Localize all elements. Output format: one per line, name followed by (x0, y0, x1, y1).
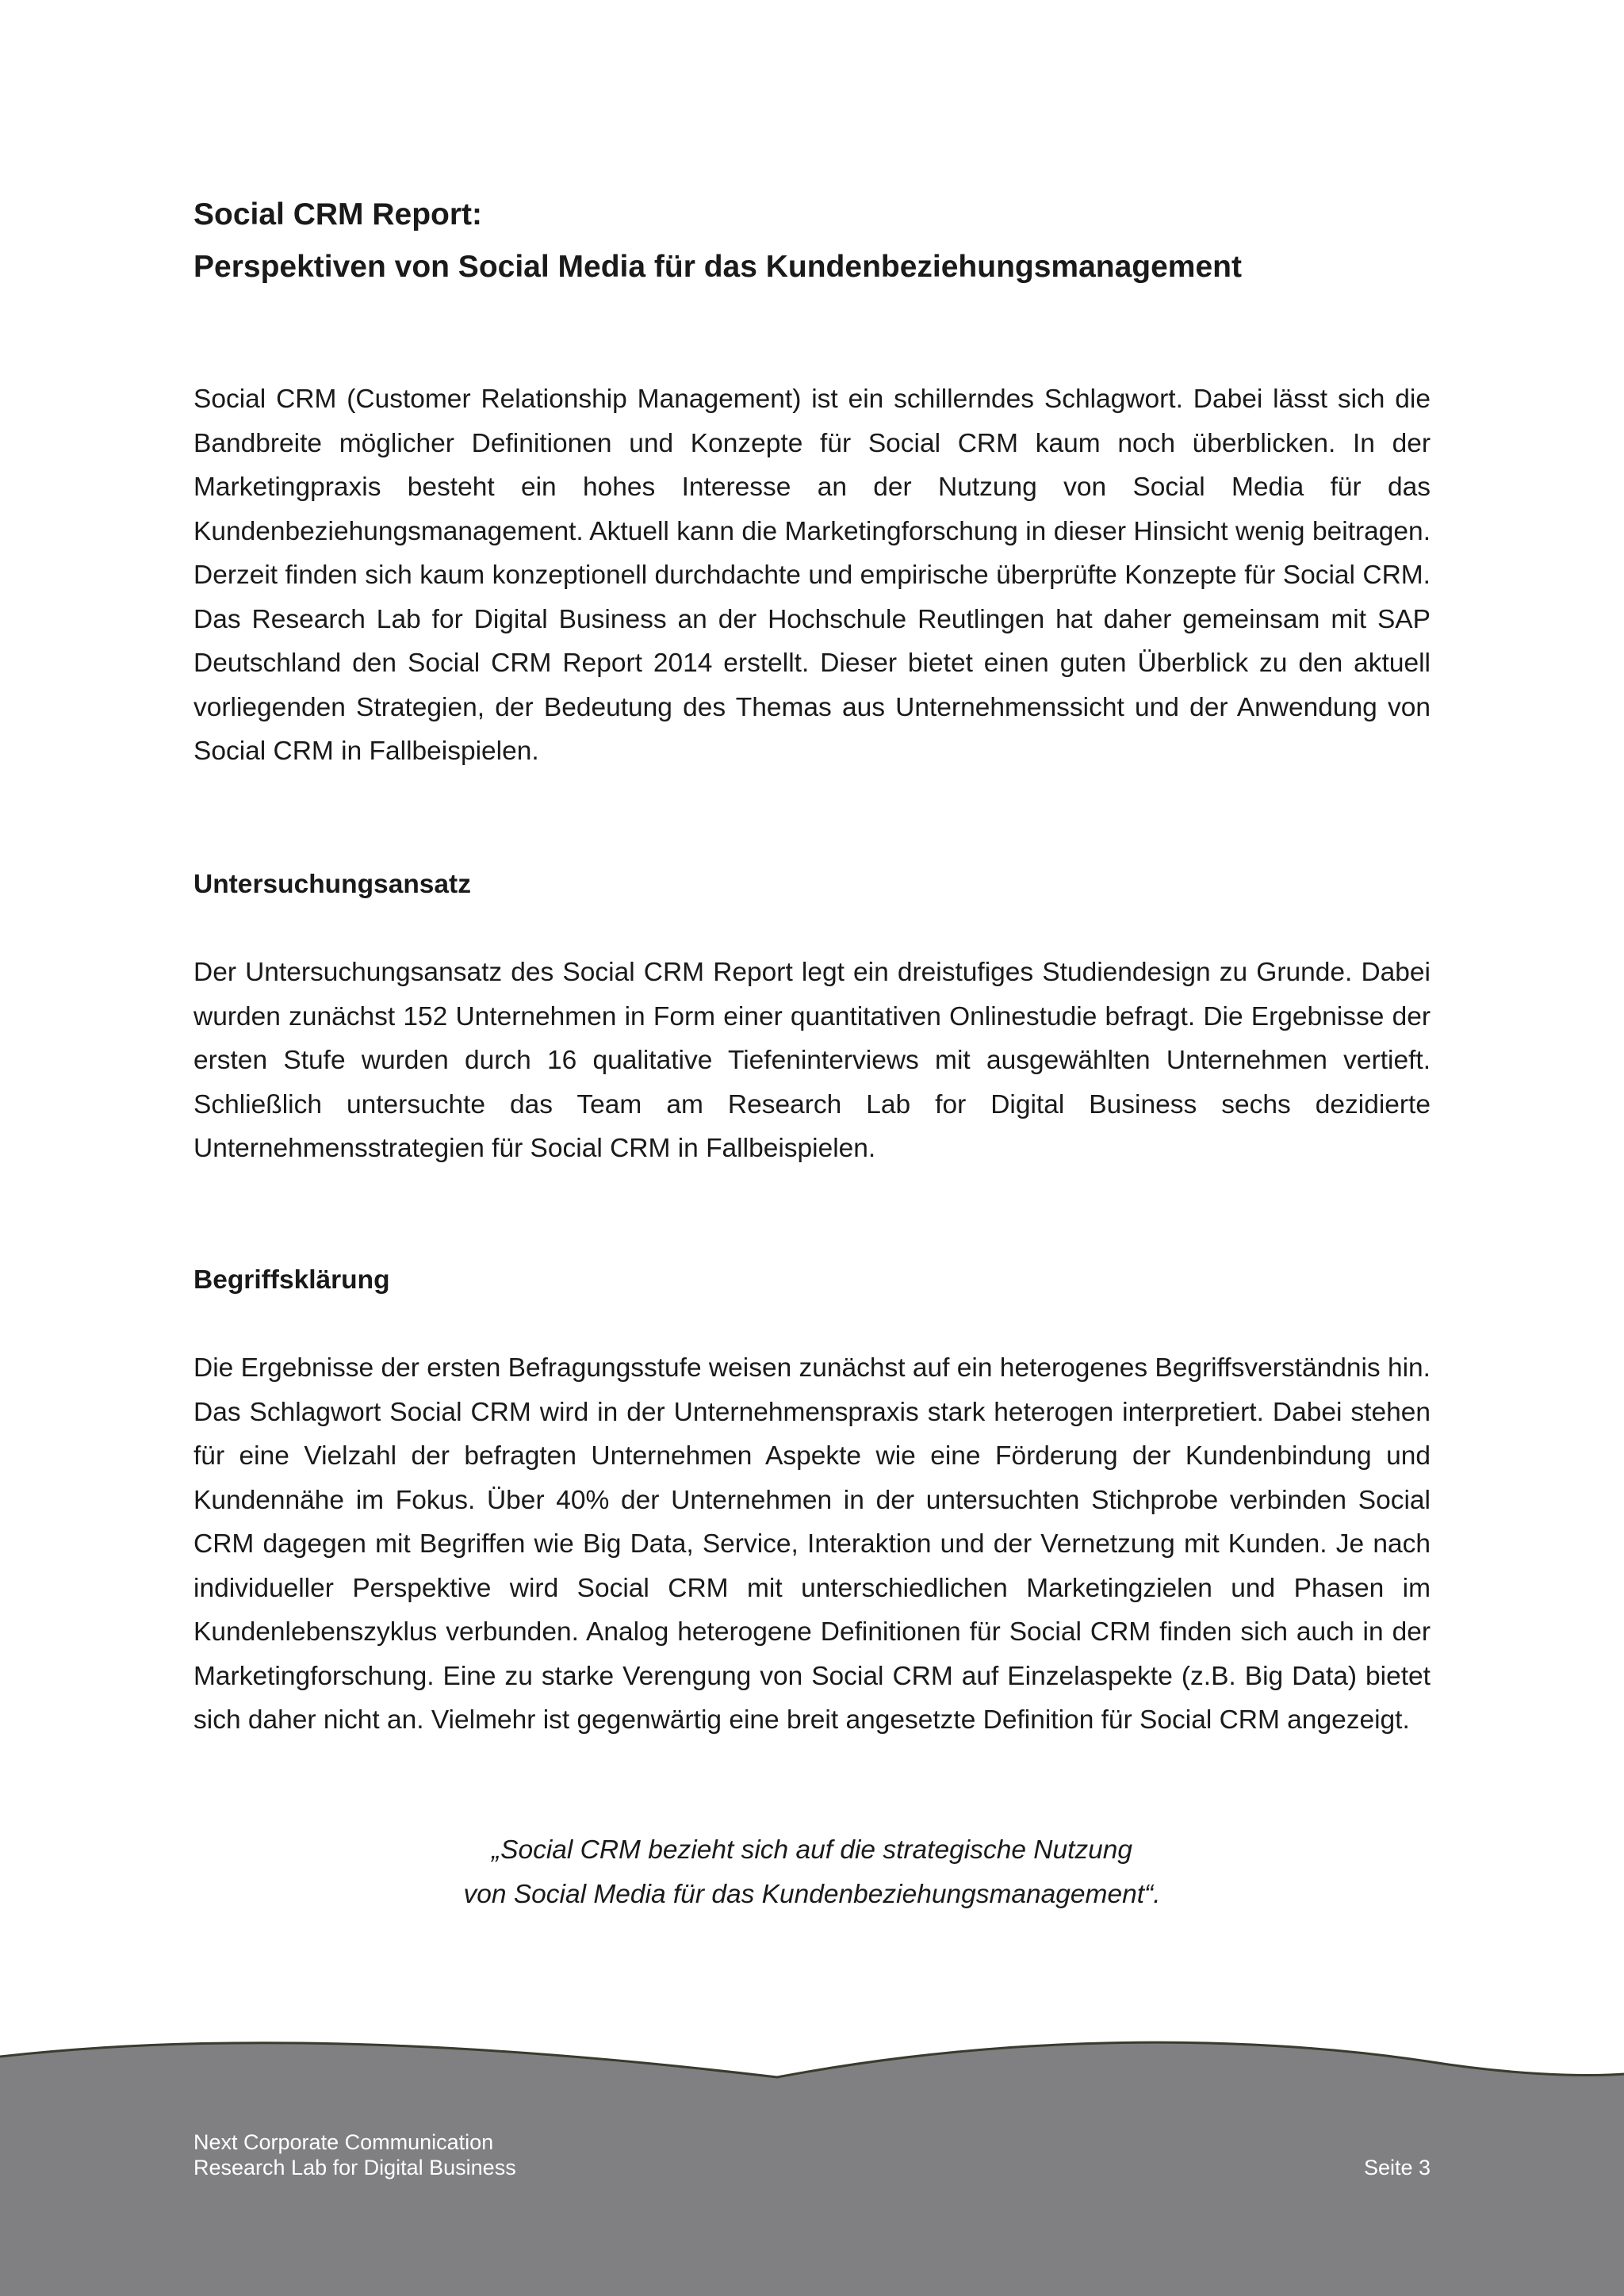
footer-line-2: Research Lab for Digital Business (193, 2156, 516, 2179)
footer-line-1: Next Corporate Communication (193, 2130, 494, 2154)
title-line-2: Perspektiven von Social Media für das Kundenbeziehungsmanagement (193, 250, 1242, 284)
definition-quote (193, 1828, 1431, 1916)
page-number: Seite 3 (1363, 2156, 1431, 2179)
quote-line-2: von Social Media für das Kundenbeziehungsmanagement“. (463, 1879, 1161, 1909)
section-text-begriffsklaerung: Die Ergebnisse der ersten Befragungsstufe weisen zunächst auf ein heterogenes Begriffsverständnis hin. Das Schlagwort Social CRM wird in der Unternehmenspraxis stark heterogen interpretiert. Dabei stehen für eine Vielzahl der befragten Unternehmen Aspekte wie eine Förderung der Kundenbindung und Kundennähe im Fokus. Über 40% der Unternehmen in der untersuchten Stichprobe verbinden Social CRM dagegen mit Begriffen wie Big Data, Service, Interaktion und der Vernetzung mit Kunden. Je nach individueller Perspektive wird Social CRM mit unterschiedlichen Marketingzielen und Phasen im Kundenlebenszyklus verbunden. Analog heterogene Definitionen für Social CRM finden sich auch in der Marketingforschung. Eine zu starke Verengung von Social CRM auf Einzelaspekte (z.B. Big Data) bietet sich daher nicht an. Vielmehr ist gegenwärtig eine breit angesetzte Definition für Social CRM angezeigt. (193, 1353, 1431, 1735)
footer-organization (193, 2130, 516, 2180)
section-text-untersuchungsansatz: Der Untersuchungsansatz des Social CRM Report legt ein dreistufiges Studiendesign zu Grunde. Dabei wurden zunächst 152 Unternehmen in Form einer quantitativen Onlinestudie befragt. Die Ergebnisse der ersten Stufe wurden durch 16 qualitative Tiefeninterviews mit ausgewählten Unternehmen vertieft. Schließlich untersuchte das Team am Research Lab for Digital Business sechs dezidierte Unternehmensstrategien für Social CRM in Fallbeispielen. (193, 958, 1431, 1163)
document-title (193, 189, 1431, 293)
intro-paragraph: Social CRM (Customer Relationship Management) ist ein schillerndes Schlagwort. Dabei lässt sich die Bandbreite möglicher Definitionen und Konzepte für Social CRM kaum noch überblicken. In der Marketingpraxis besteht ein hohes Interesse an der Nutzung von Social Media für das Kundenbeziehungsmanagement. Aktuell kann die Marketingforschung in dieser Hinsicht wenig beitragen. Derzeit finden sich kaum konzeptionell durchdachte und empirische überprüfte Konzepte für Social CRM. Das Research Lab for Digital Business an der Hochschule Reutlingen hat daher gemeinsam mit SAP Deutschland den Social CRM Report 2014 erstellt. Dieser bietet einen guten Überblick zu den aktuell vorliegenden Strategien, der Bedeutung des Themas aus Unternehmenssicht und der Anwendung von Social CRM in Fallbeispielen. (193, 385, 1431, 766)
title-line-1: Social CRM Report: (193, 197, 483, 232)
section-heading-untersuchungsansatz: Untersuchungsansatz (193, 870, 471, 899)
section-heading-begriffsklaerung: Begriffsklärung (193, 1265, 390, 1295)
quote-line-1: „Social CRM bezieht sich auf die strategische Nutzung (491, 1835, 1133, 1865)
